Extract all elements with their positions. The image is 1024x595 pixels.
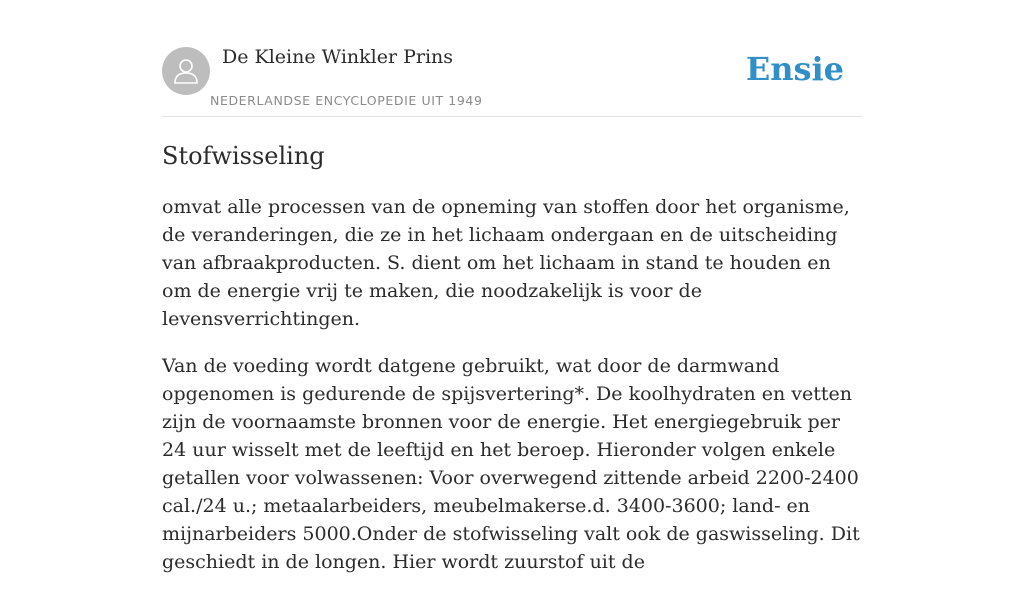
article-body [162, 193, 862, 576]
article-paragraph: omvat alle processen van de opneming van stoffen door het organisme, de veranderingen, die ze in het lichaam ondergaan en de uitscheiding van afbraakproducten. S. dient om het lichaam in stand te houden en om de energie vrij te maken, die noodzakelijk is voor de levensverrichtingen. [162, 196, 850, 330]
brand-logo[interactable]: Ensie [745, 50, 844, 88]
source-title[interactable]: De Kleine Winkler Prins [222, 46, 454, 68]
source-subtitle: NEDERLANDSE ENCYCLOPEDIE UIT 1949 [210, 93, 483, 108]
source-header [162, 0, 862, 117]
article-title: Stofwisseling [162, 142, 325, 170]
page-container [162, 0, 862, 595]
source-avatar[interactable] [162, 47, 210, 95]
article-paragraph: Van de voeding wordt datgene gebruikt, wat door de darmwand opgenomen is gedurende de spijsvertering*. De koolhydraten en vetten zijn de voornaamste bronnen voor de energie. Het energiegebruik per 24 uur wisselt met de leeftijd en het beroep. Hieronder volgen enkele getallen voor volwassenen: Voor overwegend zittende arbeid 2200-2400 cal./24 u.; metaalarbeiders, meubelmakerse.d. 3400-3600; land- en mijnarbeiders 5000.Onder de stofwisseling valt ook de gaswisseling. Dit geschiedt in de longen. Hier wordt zuurstof uit de [162, 355, 860, 573]
user-icon [171, 56, 201, 86]
